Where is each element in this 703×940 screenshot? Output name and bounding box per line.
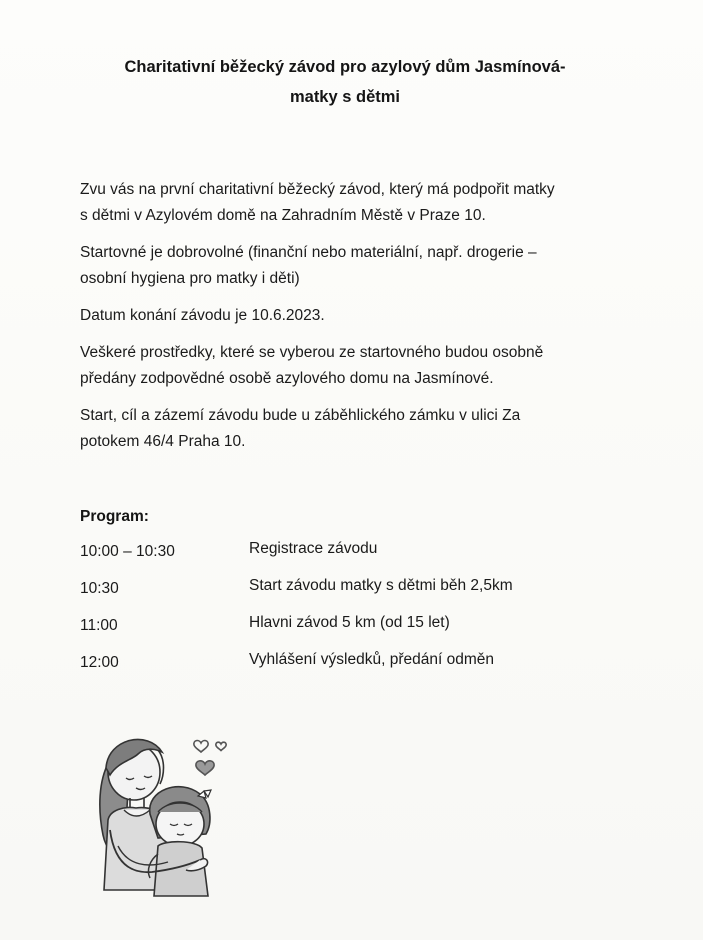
program-heading: Program: bbox=[80, 508, 149, 525]
program-row bbox=[80, 614, 640, 651]
paragraph-line: Datum konání závodu je 10.6.2023. bbox=[80, 307, 325, 324]
paragraph-entry-fee bbox=[80, 240, 620, 292]
program-description: Registrace závodu bbox=[249, 540, 378, 557]
body-text bbox=[80, 177, 620, 466]
program-row bbox=[80, 577, 640, 614]
title-line-1: Charitativní běžecký závod pro azylový dům Jasmínová- bbox=[124, 58, 566, 76]
paragraph-line: Veškeré prostředky, které se vyberou ze startovného budou osobně bbox=[80, 344, 544, 361]
paragraph-line: Start, cíl a zázemí závodu bude u záběhlického zámku v ulici Za bbox=[80, 407, 521, 424]
paragraph-location bbox=[80, 403, 620, 455]
document-title bbox=[80, 52, 610, 112]
paragraph-line: osobní hygiena pro matky i děti) bbox=[80, 270, 300, 287]
program-row bbox=[80, 540, 640, 577]
program-description: Start závodu matky s dětmi běh 2,5km bbox=[249, 577, 513, 594]
paragraph-invitation bbox=[80, 177, 620, 229]
paragraph-line: předány zodpovědné osobě azylového domu na Jasmínové. bbox=[80, 370, 494, 387]
paragraph-line: Zvu vás na první charitativní běžecký závod, který má podpořit matky bbox=[80, 181, 555, 198]
title-line-2: matky s dětmi bbox=[289, 88, 401, 106]
program-time: 10:00 – 10:30 bbox=[80, 543, 175, 560]
paragraph-date bbox=[80, 303, 620, 329]
paragraph-line: s dětmi v Azylovém domě na Zahradním Městě v Praze 10. bbox=[80, 207, 486, 224]
mother-child-hug-icon bbox=[88, 720, 248, 910]
paragraph-funds bbox=[80, 340, 620, 392]
program-schedule bbox=[80, 540, 640, 688]
program-row bbox=[80, 651, 640, 688]
program-description: Vyhlášení výsledků, předání odměn bbox=[249, 651, 494, 668]
paragraph-line: Startovné je dobrovolné (finanční nebo materiální, např. drogerie – bbox=[80, 244, 537, 261]
program-time: 12:00 bbox=[80, 654, 119, 671]
program-time: 10:30 bbox=[80, 580, 119, 597]
program-description: Hlavni závod 5 km (od 15 let) bbox=[249, 614, 450, 631]
program-time: 11:00 bbox=[80, 617, 118, 634]
paragraph-line: potokem 46/4 Praha 10. bbox=[80, 433, 246, 450]
